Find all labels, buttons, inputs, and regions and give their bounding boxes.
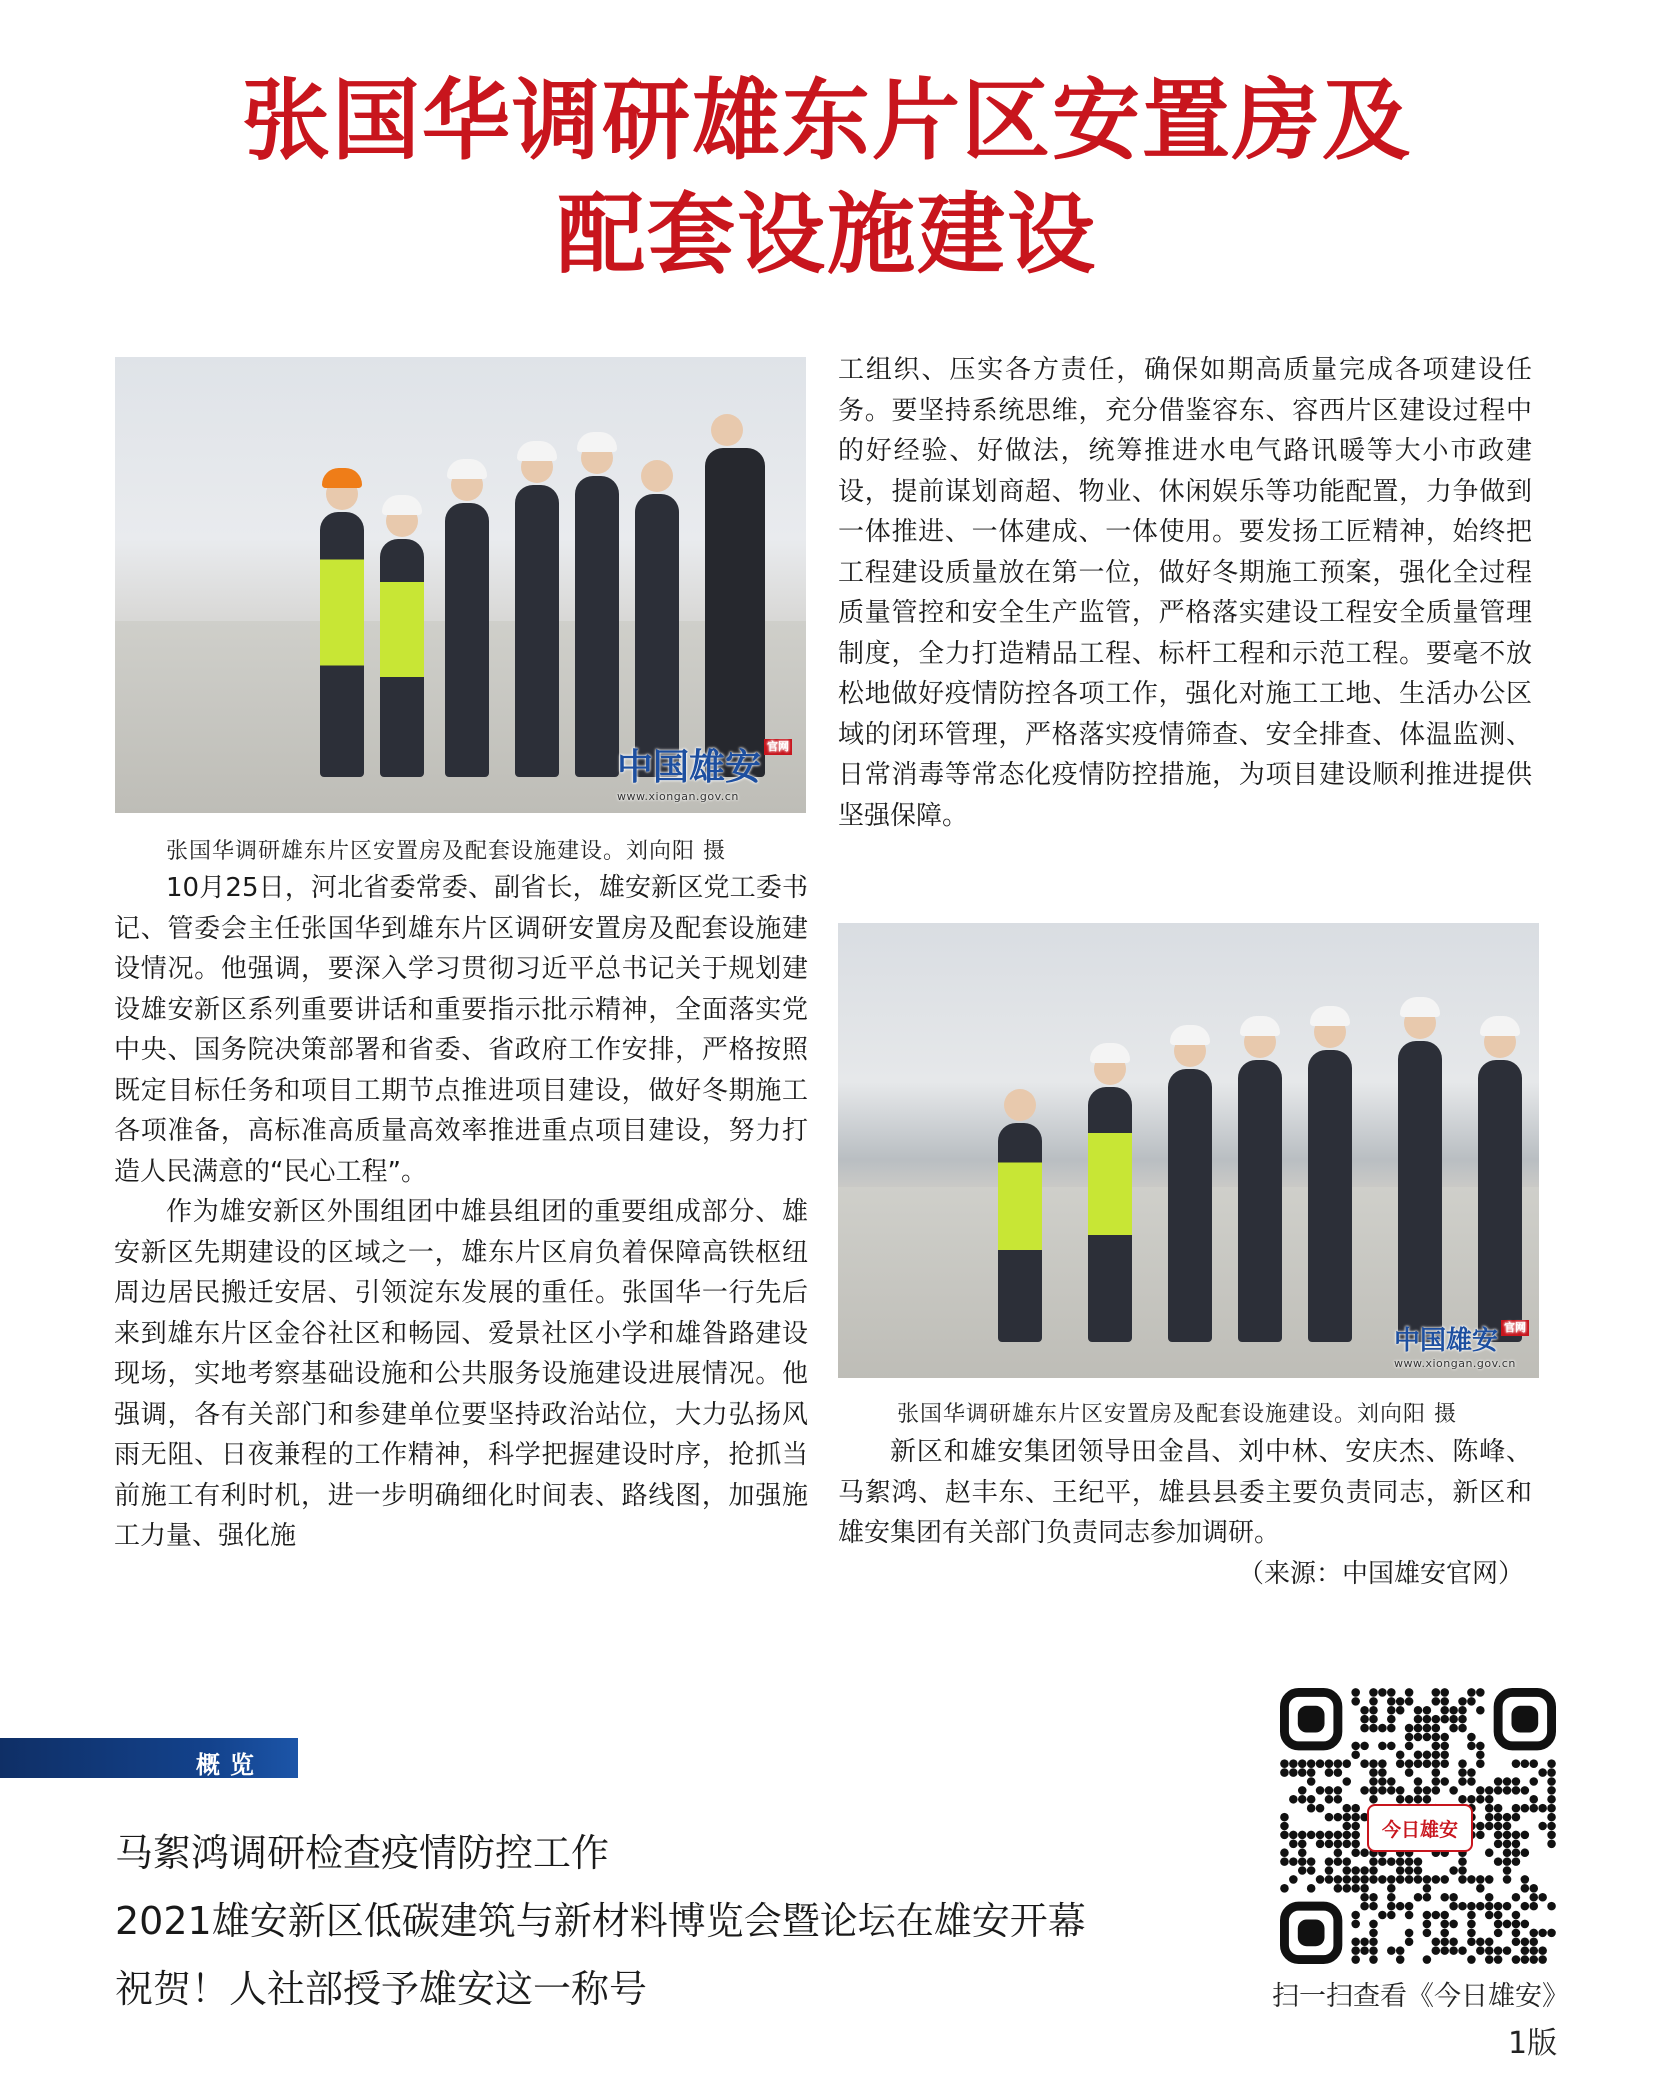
headline-title-line1: 张国华调研雄东片区安置房及: [241, 68, 1412, 172]
watermark-seal: 官网: [1501, 1320, 1529, 1336]
watermark-seal: 官网: [764, 739, 792, 755]
article-paragraph-3: 新区和雄安集团领导田金昌、刘中林、安庆杰、陈峰、马絮鸿、赵丰东、王纪平，雄县县委主要负责同志，新区和雄安集团有关部门负责同志参加调研。: [838, 1437, 1532, 1548]
article-column-right-top: [838, 350, 1532, 836]
photo-2-caption: 张国华调研雄东片区安置房及配套设施建设。刘向阳 摄: [897, 1402, 1457, 1427]
watermark-logo: 中国雄安: [616, 746, 761, 788]
overview-banner: [0, 1738, 298, 1778]
watermark-url: www.xiongan.gov.cn: [616, 790, 739, 803]
overview-label: 概览: [196, 1751, 264, 1779]
watermark-logo: 中国雄安: [1393, 1326, 1498, 1356]
headline-title-line2: 配套设施建设: [556, 182, 1097, 286]
qr-code[interactable]: [1280, 1688, 1556, 1964]
watermark-url: www.xiongan.gov.cn: [1393, 1357, 1516, 1370]
article-column-left: [114, 868, 808, 1557]
article-source: （来源：中国雄安官网）: [1237, 1558, 1524, 1589]
article-paragraph-1: 10月25日，河北省委常委、副省长，雄安新区党工委书记、管委会主任张国华到雄东片区调研安置房及配套设施建设情况。他强调，要深入学习贯彻习近平总书记关于规划建设雄安新区系列重要讲话和重要指示批示精神，全面落实党中央、国务院决策部署和省委、省政府工作安排，严格按照既定目标任务和项目工期节点推进项目建设，做好冬期施工各项准备，高标准高质量高效率推进重点项目建设，努力打造人民满意的“民心工程”。: [114, 873, 808, 1187]
article-photo-1: [115, 357, 806, 813]
overview-headline-2[interactable]: 2021雄安新区低碳建筑与新材料博览会暨论坛在雄安开幕: [115, 1899, 1086, 1943]
article-paragraph-2-continued: 工组织、压实各方责任，确保如期高质量完成各项建设任务。要坚持系统思维，充分借鉴容东、容西片区建设过程中的好经验、好做法，统筹推进水电气路讯暖等大小市政建设，提前谋划商超、物业、休闲娱乐等功能配置，力争做到一体推进、一体建成、一体使用。要发扬工匠精神，始终把工程建设质量放在第一位，做好冬期施工预案，强化全过程质量管控和安全生产监管，严格落实建设工程安全质量管理制度，全力打造精品工程、标杆工程和示范工程。要毫不放松地做好疫情防控各项工作，强化对施工工地、生活办公区域的闭环管理，严格落实疫情筛查、安全排查、体温监测、日常消毒等常态化疫情防控措施，为项目建设顺利推进提供坚强保障。: [838, 355, 1532, 831]
article-paragraph-2: 作为雄安新区外围组团中雄县组团的重要组成部分、雄安新区先期建设的区域之一，雄东片区肩负着保障高铁枢纽周边居民搬迁安居、引领淀东发展的重任。张国华一行先后来到雄东片区金谷社区和畅园、爱景社区小学和雄昝路建设现场，实地考察基础设施和公共服务设施建设进展情况。他强调，各有关部门和参建单位要坚持政治站位，大力弘扬风雨无阻、日夜兼程的工作精神，科学把握建设时序，抢抓当前施工有利时机，进一步明确细化时间表、路线图，加强施工力量、强化施: [114, 1197, 808, 1551]
article-column-right-bottom: [838, 1432, 1532, 1594]
article-photo-2: [838, 923, 1539, 1378]
page-number: 1版: [1508, 2026, 1558, 2061]
qr-badge-logo: 今日雄安: [1367, 1804, 1473, 1852]
overview-headline-3[interactable]: 祝贺！人社部授予雄安这一称号: [115, 1967, 648, 2011]
photo-1-caption: 张国华调研雄东片区安置房及配套设施建设。刘向阳 摄: [166, 839, 726, 864]
qr-caption: 扫一扫查看《今日雄安》: [1272, 1981, 1569, 2012]
overview-headline-1[interactable]: 马絮鸿调研检查疫情防控工作: [115, 1831, 610, 1875]
